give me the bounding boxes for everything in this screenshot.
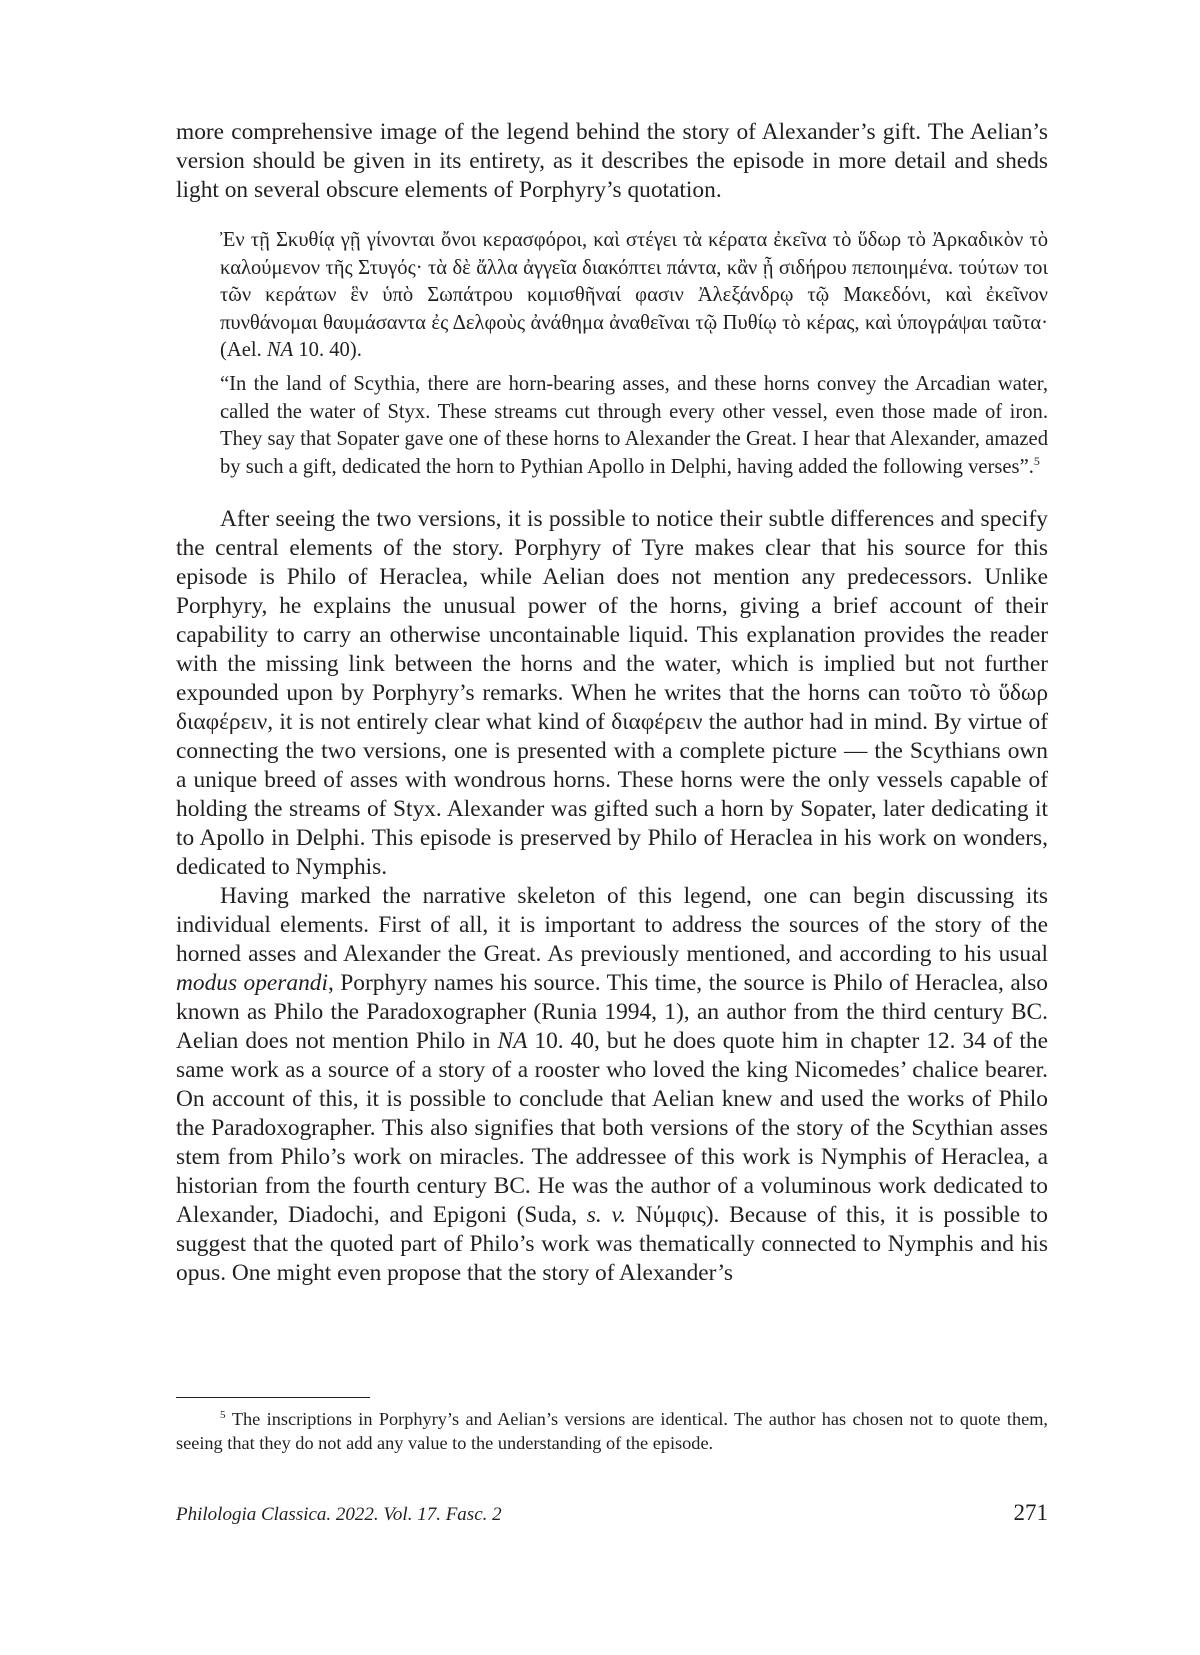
modus-operandi-italic: modus operandi — [176, 970, 328, 997]
greek-quote-ref-tail: 10. 40). — [293, 339, 362, 362]
page-footer — [176, 1500, 1048, 1530]
english-translation — [220, 371, 1048, 481]
page-body — [176, 118, 1048, 1288]
greek-quote-ref-italic: NA — [266, 339, 294, 362]
english-translation-text: “In the land of Scythia, there are horn-bearing asses, and these horns convey the Arcadian water, called the water of Styx. These streams cut through every other vessel, even those made of iron. They say that Sopater gave one of these horns to Alexander the Great. I hear that Alexander, amazed by such a gift, dedicated the horn to Pythian Apollo in Delphi, having added the following verses”. — [220, 372, 1048, 478]
footnote-reference[interactable]: 5 — [1033, 453, 1040, 468]
footnote-mark: 5 — [220, 1408, 226, 1421]
paragraph-sources-part4: Νύμφις). Because of this, it is possible to suggest that the quoted part of Philo’s work was thematically connected to Nymphis and his opus. One might even propose that the story of Alexander’s — [176, 1202, 1048, 1287]
paragraph-intro: more comprehensive image of the legend behind the story of Alexander’s gift. The Aelian’s version should be given in its entirety, as it describes the episode in more detail and sheds light on several obscure elements of Porphyry’s quotation. — [176, 119, 1048, 203]
paragraph-versions: After seeing the two versions, it is possible to notice their subtle differences and specify the central elements of the story. Porphyry of Tyre makes clear that his source for this episode is Philo of Heraclea, while Aelian does not mention any predecessors. Unlike Porphyry, he explains the unusual power of the horns, giving a brief account of their capability to carry an otherwise uncontainable liquid. This explanation provides the reader with the missing link between the horns and the water, which is implied but not further expounded upon by Porphyry’s remarks. When he writes that the horns can τοῦτο τὸ ὕδωρ διαφέρειν, it is not entirely clear what kind of διαφέρειν the author had in mind. By virtue of connecting the two versions, one is presented with a complete picture — the Scythians own a unique breed of asses with wondrous horns. These horns were the only vessels capable of holding the streams of Styx. Alexander was gifted such a horn by Sopater, later dedicating it to Apollo in Delphi. This episode is preserved by Philo of Heraclea in his work on wonders, dedicated to Nymphis. — [176, 506, 1048, 881]
footnote-divider — [176, 1397, 370, 1398]
na-italic: NA — [497, 1028, 528, 1055]
footnote — [176, 1407, 1048, 1455]
sv-italic: s. v. — [586, 1202, 626, 1229]
paragraph-sources-part3: 10. 40, but he does quote him in chapter 12. 34 of the same work as a source of a story of a rooster who loved the king Nicomedes’ chalice bearer. On account of this, it is possible to conclude that Aelian knew and used the works of Philo the Paradoxographer. This also signifies that both versions of the story of the Scythian asses stem from Philo’s work on miracles. The addressee of this work is Nymphis of Heraclea, a historian from the fourth century BC. He was the author of a voluminous work dedicated to Alexander, Diadochi, and Epigoni (Suda, — [176, 1028, 1048, 1229]
page-number: 271 — [1013, 1500, 1048, 1525]
greek-quote — [220, 227, 1048, 365]
paragraph-sources-part2: , Porphyry names his source. This time, the source is Philo of Heraclea, also known as Philo the Paradoxographer (Runia 1994, 1), an author from the third century BC. Aelian does not mention Philo in — [176, 970, 1049, 1055]
paragraph-sources — [176, 882, 1048, 1288]
journal-citation: Philologia Classica. 2022. Vol. 17. Fasc. 2 — [176, 1504, 502, 1525]
footnote-text: The inscriptions in Porphyry’s and Aelian’s versions are identical. The author has chosen not to quote them, seeing that they do not add any value to the understanding of the episode. — [176, 1409, 1048, 1453]
block-quote — [220, 227, 1048, 481]
paragraph-sources-part1: Having marked the narrative skeleton of this legend, one can begin discussing its individual elements. First of all, it is important to address the sources of the story of the horned asses and Alexander the Great. As previously mentioned, and according to his usual — [176, 883, 1048, 968]
greek-quote-text: Ἐν τῇ Σκυθίᾳ γῇ γίνονται ὄνοι κερασφόροι, καὶ στέγει τὰ κέρατα ἐκεῖνα τὸ ὕδωρ τὸ Ἀρκαδικὸν τὸ καλούμενον τῆς Στυγός· τὰ δὲ ἄλλα ἀγγεῖα διακόπτει πάντα, κἂν ᾖ σιδήρου πεποιημένα. τούτων τοι τῶν κεράτων ἓν ὑπὸ Σωπάτρου κομισθῆναί φασιν Ἀλεξάνδρῳ τῷ Μακεδόνι, καὶ ἐκεῖνον πυνθάνομαι θαυμάσαντα ἐς Δελφοὺς ἀνάθημα ἀναθεῖναι τῷ Πυθίῳ τὸ κέρας, καὶ ὑπογράψαι ταῦτα· (Ael. — [220, 229, 1048, 362]
